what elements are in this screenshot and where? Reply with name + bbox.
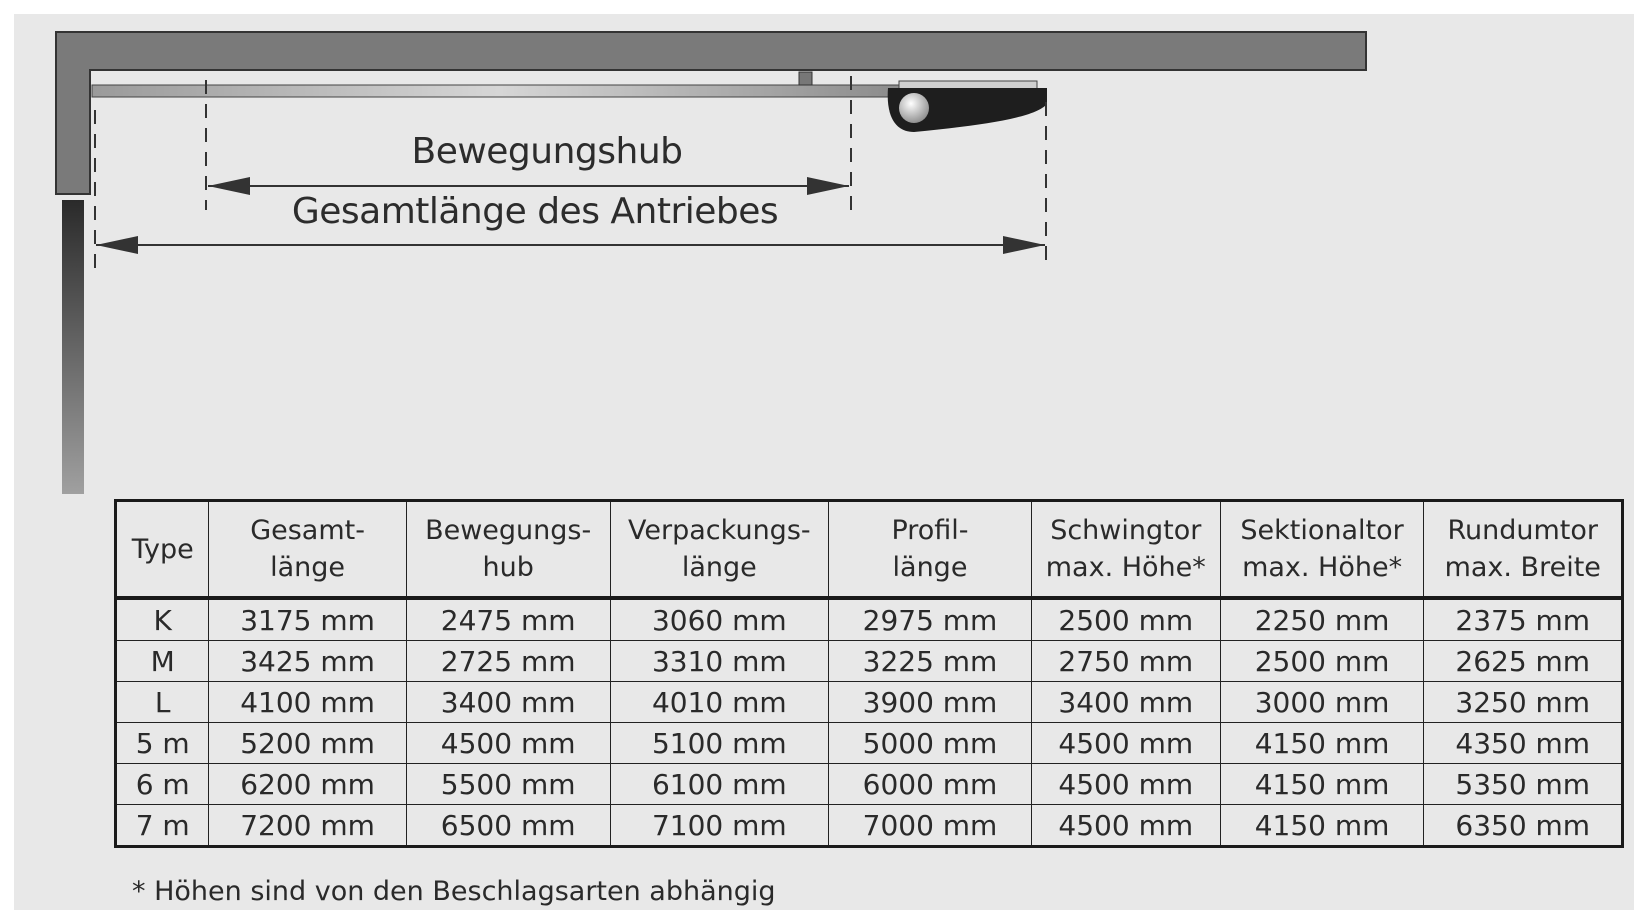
table-cell: 6100 mm: [610, 764, 829, 805]
table-cell: 4150 mm: [1220, 723, 1424, 764]
table-cell: 5200 mm: [209, 723, 406, 764]
door-post: [62, 200, 84, 494]
table-cell: 5 m: [116, 723, 209, 764]
diagram-canvas: [14, 14, 1634, 910]
table-cell: 3400 mm: [1031, 682, 1220, 723]
header-profile-length: Profil- länge: [829, 501, 1032, 599]
header-type: Type: [116, 501, 209, 599]
table-cell: K: [153, 603, 172, 637]
table-row: [116, 682, 1623, 723]
table-cell: 4150 mm: [1220, 805, 1424, 847]
table-cell: 2250 mm: [1220, 598, 1424, 641]
header-up-and-over-height: Schwingtor max. Höhe*: [1031, 501, 1220, 599]
table-row: [116, 723, 1623, 764]
table-cell: 5100 mm: [610, 723, 829, 764]
table-row: [116, 764, 1623, 805]
table-cell: 3310 mm: [610, 641, 829, 682]
table-cell: 2625 mm: [1424, 641, 1623, 682]
table-cell: 7200 mm: [209, 805, 406, 847]
header-packaging-length: Verpackungs- länge: [610, 501, 829, 599]
table-cell: 5500 mm: [406, 764, 610, 805]
footnote: * Höhen sind von den Beschlagsarten abhängig: [132, 876, 776, 907]
header-sectional-height: Sektionaltor max. Höhe*: [1220, 501, 1424, 599]
table-cell: 2975 mm: [829, 598, 1032, 641]
table-cell: 2500 mm: [1031, 598, 1220, 641]
table-cell: 4350 mm: [1424, 723, 1623, 764]
table-cell: 3175 mm: [209, 598, 406, 641]
table-cell: 4500 mm: [1031, 805, 1220, 847]
table-cell: 5350 mm: [1424, 764, 1623, 805]
stroke-arrow-right: [807, 177, 849, 195]
table-cell: 4500 mm: [406, 723, 610, 764]
table-header-row: [116, 501, 1623, 599]
stroke-arrow-left: [208, 177, 250, 195]
table-cell: 3000 mm: [1220, 682, 1424, 723]
table-cell: 6500 mm: [406, 805, 610, 847]
rail-stop: [799, 72, 812, 85]
table-cell: 6350 mm: [1424, 805, 1623, 847]
table-cell: 6200 mm: [209, 764, 406, 805]
table-cell: 2750 mm: [1031, 641, 1220, 682]
table-cell: 6 m: [116, 764, 209, 805]
table-cell: 4500 mm: [1031, 723, 1220, 764]
spec-table: [114, 499, 1624, 848]
table-cell: 4010 mm: [610, 682, 829, 723]
table-cell: 4100 mm: [209, 682, 406, 723]
table-cell: 3250 mm: [1424, 682, 1623, 723]
table-cell: L: [116, 682, 209, 723]
table-cell: 3225 mm: [829, 641, 1032, 682]
table-cell: 3900 mm: [829, 682, 1032, 723]
header-round-door-width: Rundumtor max. Breite: [1424, 501, 1623, 599]
total-length-label: Gesamtlänge des Antriebes: [291, 191, 779, 232]
rail: [92, 85, 907, 97]
table-cell: 2475 mm: [406, 598, 610, 641]
table-cell: M: [116, 641, 209, 682]
table-cell: 7 m: [116, 805, 209, 847]
garage-opener-diagram: [14, 14, 1634, 494]
table-cell: 4500 mm: [1031, 764, 1220, 805]
ceiling-frame: [56, 32, 1366, 194]
table-cell: 2725 mm: [406, 641, 610, 682]
header-total-length: Gesamt- länge: [209, 501, 406, 599]
table-cell: 3060 mm: [610, 598, 829, 641]
table-cell: 4150 mm: [1220, 764, 1424, 805]
stroke-label: Bewegungshub: [411, 131, 683, 172]
table-cell: 5000 mm: [829, 723, 1032, 764]
table-row: [116, 598, 1623, 641]
motor-wheel: [899, 93, 929, 123]
table-cell: 7100 mm: [610, 805, 829, 847]
table-row: [116, 805, 1623, 847]
header-stroke: Bewegungs- hub: [406, 501, 610, 599]
table-cell: 6000 mm: [829, 764, 1032, 805]
table-cell: 3400 mm: [406, 682, 610, 723]
total-arrow-left: [96, 236, 138, 254]
table-cell: 3425 mm: [209, 641, 406, 682]
total-arrow-right: [1003, 236, 1045, 254]
table-row: [116, 641, 1623, 682]
table-cell: 7000 mm: [829, 805, 1032, 847]
table-cell: 2500 mm: [1220, 641, 1424, 682]
table-cell: 2375 mm: [1424, 598, 1623, 641]
